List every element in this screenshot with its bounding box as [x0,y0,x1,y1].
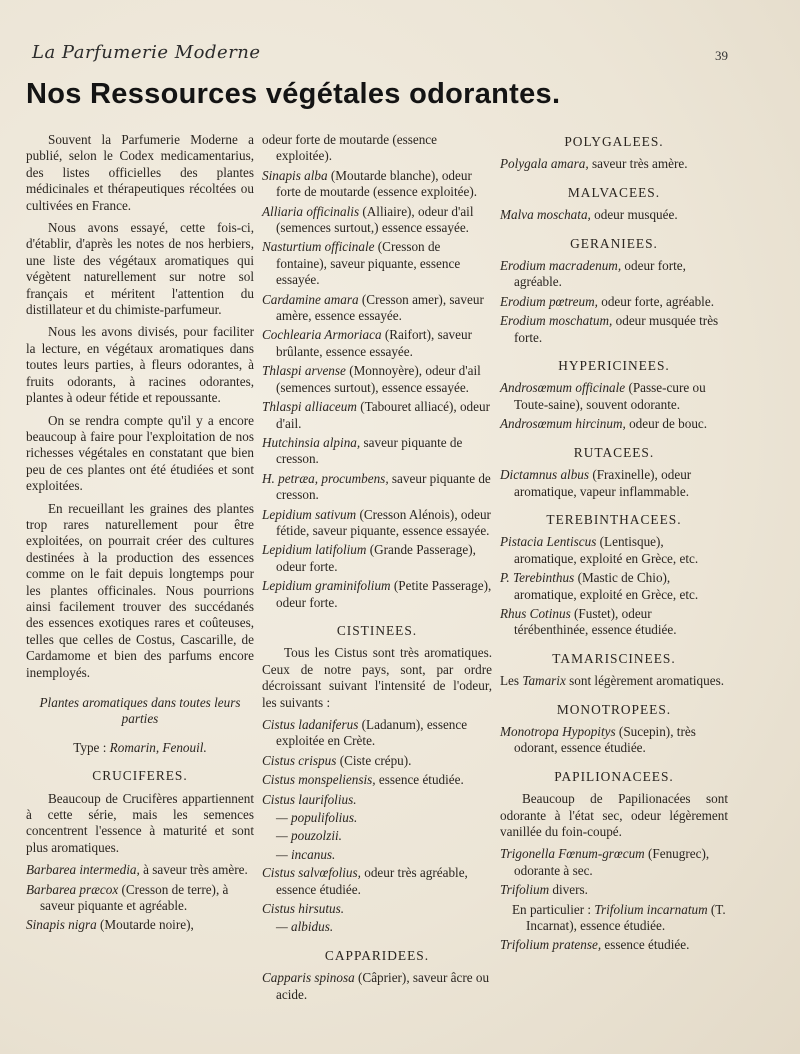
family-heading: TAMARISCINEES. [552,650,676,666]
species-entry [500,673,728,689]
species-desc: Les [500,673,520,689]
species-desc: (Cresson de fontaine), saveur piquante, essence essayée. [276,239,461,288]
paragraph: Beaucoup de Papilionacées sont odorante à l'état sec, odeur légèrement vanillée du foin-coupé. [500,791,728,839]
species-desc: (Monnoyère), odeur d'ail (semences surtout), essence essayée. [276,363,481,395]
species-name: Cistus crispus [262,752,337,768]
species-name: Thlaspi alliaceum [262,399,357,415]
species-desc: à saveur très amère. [143,862,248,878]
species-desc: (Mastic de Chio), aromatique, exploité en Grèce, etc. [514,570,699,602]
species-name: Trifolium [500,882,550,898]
family-heading: MALVACEES. [567,184,661,200]
species-entry [262,168,492,201]
species-desc: odeur très agréable, essence étudiée. [276,865,468,897]
family-heading: HYPERICINEES. [558,358,670,374]
species-name: Barbarea intermedia, [26,862,140,878]
species-desc: (Moutarde noire), [100,917,194,933]
paragraph: En recueillant les graines des plantes trop rares naturellement pour être exploitées, on pourrait créer des cultures destinées à la production des essences comme on le fait depuis longtemps pour les plantes officinales. Nous pourrions ainsi facilement trouver des succédanés des essences exotiques rares et coûteuses, telles que celles de Costus, Cascarille, de Cardamome et bien des parfums encore inemployés. [26,500,254,680]
species-entry [262,239,492,288]
species-entry [262,792,492,808]
species-entry [262,327,492,360]
species-name: Barbarea præcox [26,881,119,897]
species-name: Pistacia Lentiscus [500,534,597,550]
species-entry [500,902,728,935]
species-entry [500,534,728,567]
species-name: Lepidium latifolium [262,542,367,558]
species-name: Cistus laurifolius. [262,791,357,807]
species-name: Erodium pœtreum, [500,293,598,309]
species-name: Cistus salvœfolius, [262,865,361,881]
species-desc: (Passe-cure ou Toute-saine), souvent odorante. [514,380,706,412]
species-desc: odeur de bouc. [629,416,708,432]
species-entry [500,467,728,500]
page-number: 39 [715,48,728,63]
species-entry [262,901,492,917]
family-heading: CISTINEES. [336,622,418,638]
species-entry [262,753,492,769]
species-name: Rhus Cotinus [500,605,571,621]
paragraph: Beaucoup de Crucifères appartiennent à cette série, mais les semences concentrent l'essence à maturité et sont plus aromatiques. [26,790,254,855]
species-entry [262,507,492,540]
species-name: Capparis spinosa [262,970,355,986]
species-desc: (Ciste crépu). [339,752,412,768]
page-title: Nos Ressources végétales odorantes. [26,78,561,110]
species-entry [262,363,492,396]
species-entry [262,399,492,432]
species-name: Thlaspi arvense [262,363,346,379]
species-entry [500,937,728,953]
species-name: Erodium macradenum, [500,258,622,274]
species-desc: (Cresson de terre), à saveur piquante et agréable. [40,881,229,914]
species-entry [262,810,492,826]
family-heading: RUTACEES. [573,444,655,460]
species-desc: (Câprier), saveur âcre ou acide. [276,970,490,1002]
species-name: Hutchinsia alpina, [262,434,361,450]
species-entry [500,207,728,223]
type-label: Type : [73,739,107,755]
species-desc: (Fustet), odeur térébenthinée, essence étudiée. [514,605,677,638]
species-entry [262,542,492,575]
species-desc: (Raifort), saveur brûlante, essence essayée. [276,327,472,359]
species-name: Monotropa Hypopitys [500,723,616,739]
species-desc: (Lentisque), aromatique, exploité en Grèce, etc. [514,534,699,566]
species-desc: (Sucepin), très odorant, essence étudiée. [514,723,696,756]
species-name: Sinapis nigra [26,917,97,933]
species-name: Lepidium graminifolium [262,578,391,594]
family-heading: GERANIEES. [570,235,658,251]
species-name: — populifolius. [276,810,358,826]
species-desc: (Fraxinelle), odeur aromatique, vapeur inflammable. [514,467,692,499]
species-name: Erodium moschatum, [500,313,613,329]
species-desc: En particulier : [512,901,592,917]
species-desc: (T. Incarnat), essence étudiée. [526,901,726,934]
species-name: Cistus monspeliensis, [262,772,376,788]
species-name: Polygala amara, [500,156,589,172]
species-name: Androsœmum officinale [500,380,626,396]
species-entry [500,724,728,757]
species-name: Trifolium incarnatum [594,901,708,917]
species-name: Dictamnus albus [500,467,590,483]
type-line [26,740,254,756]
species-name: Trifolium pratense, [500,937,602,953]
species-desc: divers. [552,882,588,898]
species-desc: (Grande Passerage), odeur forte. [276,542,476,574]
species-desc: saveur très amère. [591,156,688,172]
species-desc: odeur forte, agréable. [514,258,686,290]
species-desc: essence étudiée. [604,937,690,953]
species-entry [262,828,492,844]
species-desc: (Cresson amer), saveur amère, essence essayée. [276,291,484,324]
paragraph: Nous avons essayé, cette fois-ci, d'établir, d'après les notes de nos herbiers, une liste des végétaux aromatiques qui végètent naturellement sur notre sol français et méritent l'attention du distillateur et du chimiste-parfumeur. [26,220,254,318]
species-desc: (Moutarde blanche), odeur forte de moutarde (essence exploitée). [276,167,478,200]
species-desc: odeur musquée très forte. [514,313,719,345]
species-name: Nasturtium officinale [262,239,375,255]
species-entry [26,917,254,933]
species-desc: saveur piquante de cresson. [276,470,491,503]
family-heading: CRUCIFERES. [92,768,188,784]
species-entry [262,919,492,935]
species-name: P. Terebinthus [500,570,575,586]
continued-text: odeur forte de moutarde (essence exploitée). [262,132,438,164]
species-entry [262,204,492,237]
species-name: — albidus. [276,919,334,935]
species-desc: (Alliaire), odeur d'ail (semences surtout,) essence essayée. [276,203,474,236]
species-desc: (Tabouret alliacé), odeur d'ail. [276,399,490,431]
paragraph: Souvent la Parfumerie Moderne a publié, selon le Codex medicamentarius, des listes officielles des plantes médicinales et thérapeutiques récoltées ou cultivées en France. [26,132,254,213]
species-entry [262,578,492,611]
species-name: Tamarix [522,673,566,689]
column-3 [500,132,728,957]
species-entry [500,258,728,291]
species-desc: (Ladanum), essence exploitée en Crète. [276,717,468,749]
species-desc: saveur piquante de cresson. [276,434,463,467]
section-caption: Plantes aromatiques dans toutes leurs parties [39,695,241,727]
species-entry [500,380,728,413]
species-entry [262,772,492,788]
species-name: Cardamine amara [262,291,359,307]
type-value: Romarin, Fenouil. [109,739,207,755]
species-name: H. petræa, procumbens, [262,470,389,486]
species-entry [500,313,728,346]
species-name: Alliaria officinalis [262,203,360,219]
running-title: La Parfumerie Moderne [32,42,261,63]
species-entry [500,156,728,172]
species-desc: (Cresson Alénois), odeur fétide, saveur piquante, essence essayée. [276,506,491,538]
species-entry [26,862,254,878]
species-entry [500,416,728,432]
species-entry [500,882,728,898]
species-desc: (Petite Passerage), odeur forte. [276,578,492,610]
species-entry [500,570,728,603]
paragraph: On se rendra compte qu'il y a encore beaucoup à faire pour l'exploitation de nos richesses végétales en constatant que bien peu de ces plantes ont été étudiées et sont exploitées. [26,412,254,494]
paragraph: Tous les Cistus sont très aromatiques. Ceux de notre pays, sont, par ordre décroissant suivant l'intensité de l'odeur, les suivants : [262,645,492,710]
species-desc: (Fenugrec), odorante à sec. [514,846,710,878]
species-entry [26,882,254,915]
family-heading: CAPPARIDEES. [324,947,430,963]
column-2 [262,132,492,1006]
species-name: Malva moschata, [500,207,591,223]
species-name: Lepidium sativum [262,506,357,522]
species-entry [262,292,492,325]
species-entry [262,717,492,750]
family-heading: POLYGALEES. [564,134,664,149]
species-desc: odeur forte, agréable. [601,293,714,309]
family-heading: MONOTROPEES. [556,701,672,717]
species-entry [500,846,728,879]
species-name: — incanus. [276,846,336,862]
species-name: Sinapis alba [262,167,328,183]
species-name: — pouzolzii. [276,828,342,844]
family-heading: PAPILIONACEES. [554,768,674,784]
species-name: Androsœmum hircinum, [500,416,626,432]
species-entry [262,471,492,504]
column-1 [26,132,254,937]
species-name: Trigonella Fœnum-grœcum [500,846,645,862]
species-desc: odeur musquée. [594,207,678,223]
species-name: Cochlearia Armoriaca [262,327,382,343]
species-name: Cistus hirsutus. [262,901,345,917]
species-entry [500,294,728,310]
species-entry [262,865,492,898]
paragraph: Nous les avons divisés, pour faciliter la lecture, en végétaux aromatiques dans toutes leurs parties, à fleurs odorantes, à fruits odorants, à racines odorantes, plantes à odeur fétide et repoussante. [26,324,254,406]
species-name: Cistus ladaniferus [262,717,359,732]
species-entry [262,435,492,468]
family-heading: TEREBINTHACEES. [546,511,682,527]
species-desc: essence étudiée. [378,772,464,788]
species-entry [500,606,728,639]
species-entry [262,847,492,863]
species-desc: sont légèrement aromatiques. [569,673,725,689]
species-entry [262,970,492,1003]
